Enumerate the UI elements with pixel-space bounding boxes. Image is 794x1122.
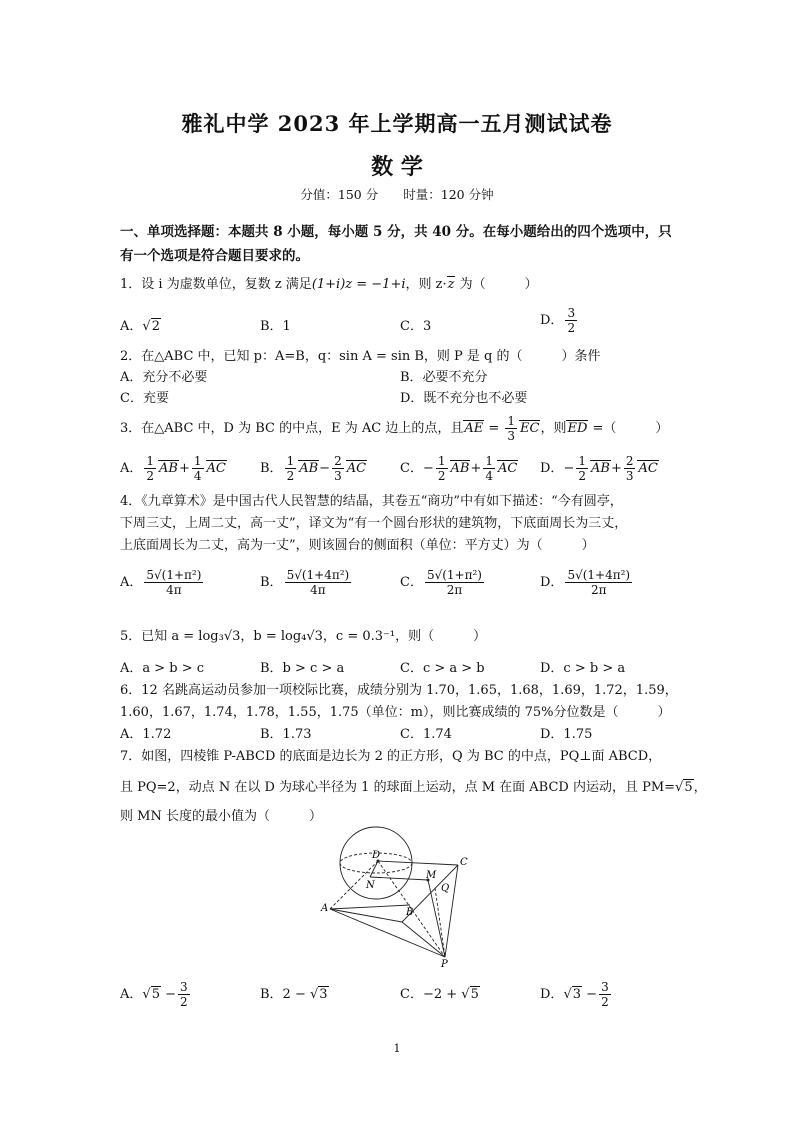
question-4-option-d[interactable]: D． $\frac{\text{5√(1+4π²)}}{2\pi}$	[540, 568, 631, 597]
question-6-line2: 1.60，1.67，1.74，1.78，1.55，1.75（单位：m），则比赛成绩的 75%分位数是（ ）	[120, 705, 671, 720]
edge-pc	[445, 865, 458, 957]
question-7-line1: 7．如图，四棱锥 P-ABCD 的底面是边长为 2 的正方形，Q 为 BC 的中点，PQ⊥面 ABCD，	[120, 749, 662, 764]
question-5-option-a[interactable]: A．a > b > c	[120, 661, 205, 676]
question-4-option-b[interactable]: B． $\frac{\text{5√(1+4π²)}}{4\pi}$	[260, 568, 350, 597]
question-6-line1: 6．12 名跳高运动员参加一项校际比赛，成绩分别为 1.70，1.65，1.68，1.69，1.72，1.59，	[120, 683, 678, 698]
question-5-option-b[interactable]: B．b > c > a	[260, 661, 345, 676]
question-3-option-b[interactable]: B． $\frac{1}{2}$ AB− $\frac{2}{3}$ AC	[260, 454, 367, 483]
question-5-stem: 5．已知 a = log₃√3，b = log₄√3，c = 0.3⁻¹，则（ ）	[120, 629, 487, 644]
exam-title: 雅礼中学 2023 年上学期高一五月测试试卷	[181, 111, 613, 136]
question-4-line2: 下周三丈，上周二丈，高一丈”，译文为“有一个圆台形状的建筑物，下底面周长为三丈，	[120, 516, 628, 531]
question-7-option-c[interactable]: C．−2 + √5	[400, 987, 479, 1002]
question-7-option-b[interactable]: B．2 − √3	[260, 987, 328, 1002]
question-1-option-b[interactable]: B．1	[260, 319, 291, 334]
question-4-option-a[interactable]: A． $\frac{\text{5√(1+π²)}}{4\pi}$	[120, 568, 202, 597]
edge-ad-base	[330, 905, 410, 909]
label-d: D	[372, 850, 381, 861]
question-4-line1: 4．《九章算术》是中国古代人民智慧的结晶，其卷五“商功”中有如下描述：“今有圆亭，	[120, 494, 623, 509]
label-q: Q	[441, 883, 450, 894]
question-3-option-d[interactable]: D．− $\frac{1}{2}$ AB+ $\frac{2}{3}$ AC	[540, 454, 658, 483]
exam-meta: 分值：150 分 时量：120 分钟	[300, 187, 494, 202]
question-1-stem: 1．设 i 为虚数单位，复数 z 满足(1+i)z = −1+i，则 z·z 为（ ）	[120, 277, 538, 292]
exam-subject: 数 学	[371, 154, 423, 180]
question-1-option-a[interactable]: A．√2	[120, 319, 160, 334]
question-1-option-c[interactable]: C．3	[400, 319, 432, 334]
question-3-option-c[interactable]: C．− $\frac{1}{2}$ AB+ $\frac{1}{4}$ AC	[400, 454, 518, 483]
question-2-option-c[interactable]: C．充要	[120, 391, 169, 406]
question-4-line3: 上底面周长为二丈，高为一丈”，则该圆台的侧面积（单位：平方丈）为（ ）	[120, 538, 595, 553]
question-6-option-b[interactable]: B．1.73	[260, 727, 312, 742]
question-7-figure	[320, 825, 480, 970]
label-c: C	[460, 857, 468, 868]
question-2-option-d[interactable]: D．既不充分也不必要	[400, 391, 528, 406]
question-2-option-a[interactable]: A．充分不必要	[120, 370, 208, 385]
question-2-stem: 2．在△ABC 中，已知 p：A=B，q：sin A = sin B，则 P 是 q 的（ ）条件	[120, 349, 601, 364]
question-5-option-d[interactable]: D．c > b > a	[540, 661, 626, 676]
segment-dn	[370, 861, 378, 877]
question-1-option-d[interactable]: D． $\frac{3}{2}$	[540, 306, 576, 335]
question-2-option-b[interactable]: B．必要不充分	[400, 370, 488, 385]
question-6-option-d[interactable]: D．1.75	[540, 727, 593, 742]
question-7-option-d[interactable]: D．√3 − $\frac{3}{2}$	[540, 980, 609, 1009]
label-a: A	[321, 903, 329, 914]
question-6-option-c[interactable]: C．1.74	[400, 727, 452, 742]
label-b: B	[406, 907, 414, 918]
question-5-option-c[interactable]: C．c > a > b	[400, 661, 485, 676]
edge-pq	[435, 888, 445, 957]
label-n: N	[366, 880, 375, 891]
question-6-option-a[interactable]: A．1.72	[120, 727, 172, 742]
question-7-option-a[interactable]: A．√5 − $\frac{3}{2}$	[120, 980, 188, 1009]
label-m: M	[426, 870, 437, 881]
question-4-option-c[interactable]: C． $\frac{\text{5√(1+π²)}}{2\pi}$	[400, 568, 482, 597]
segment-nm	[370, 877, 428, 880]
question-3-option-a[interactable]: A． $\frac{1}{2}$ AB+ $\frac{1}{4}$ AC	[120, 454, 226, 483]
section-heading-line1: 一、单项选择题：本题共 8 小题，每小题 5 分，共 40 分。在每小题给出的四个选项中，只	[120, 224, 672, 240]
label-p: P	[441, 959, 448, 970]
page-number: 1	[393, 1042, 401, 1055]
question-7-line3: 则 MN 长度的最小值为（ ）	[120, 809, 322, 824]
question-7-line2: 且 PQ=2，动点 N 在以 D 为球心半径为 1 的球面上运动，点 M 在面 ABCD 内运动，且 PM=√5，	[120, 780, 707, 795]
section-heading-line2: 有一个选项是符合题目要求的。	[120, 248, 309, 264]
question-3-stem: 3．在△ABC 中，D 为 BC 的中点，E 为 AC 边上的点，且AE = $\frac{1}{3}$ EC，则ED =（ ）	[120, 414, 669, 443]
edge-dc	[378, 861, 458, 865]
edge-ab	[330, 909, 402, 922]
